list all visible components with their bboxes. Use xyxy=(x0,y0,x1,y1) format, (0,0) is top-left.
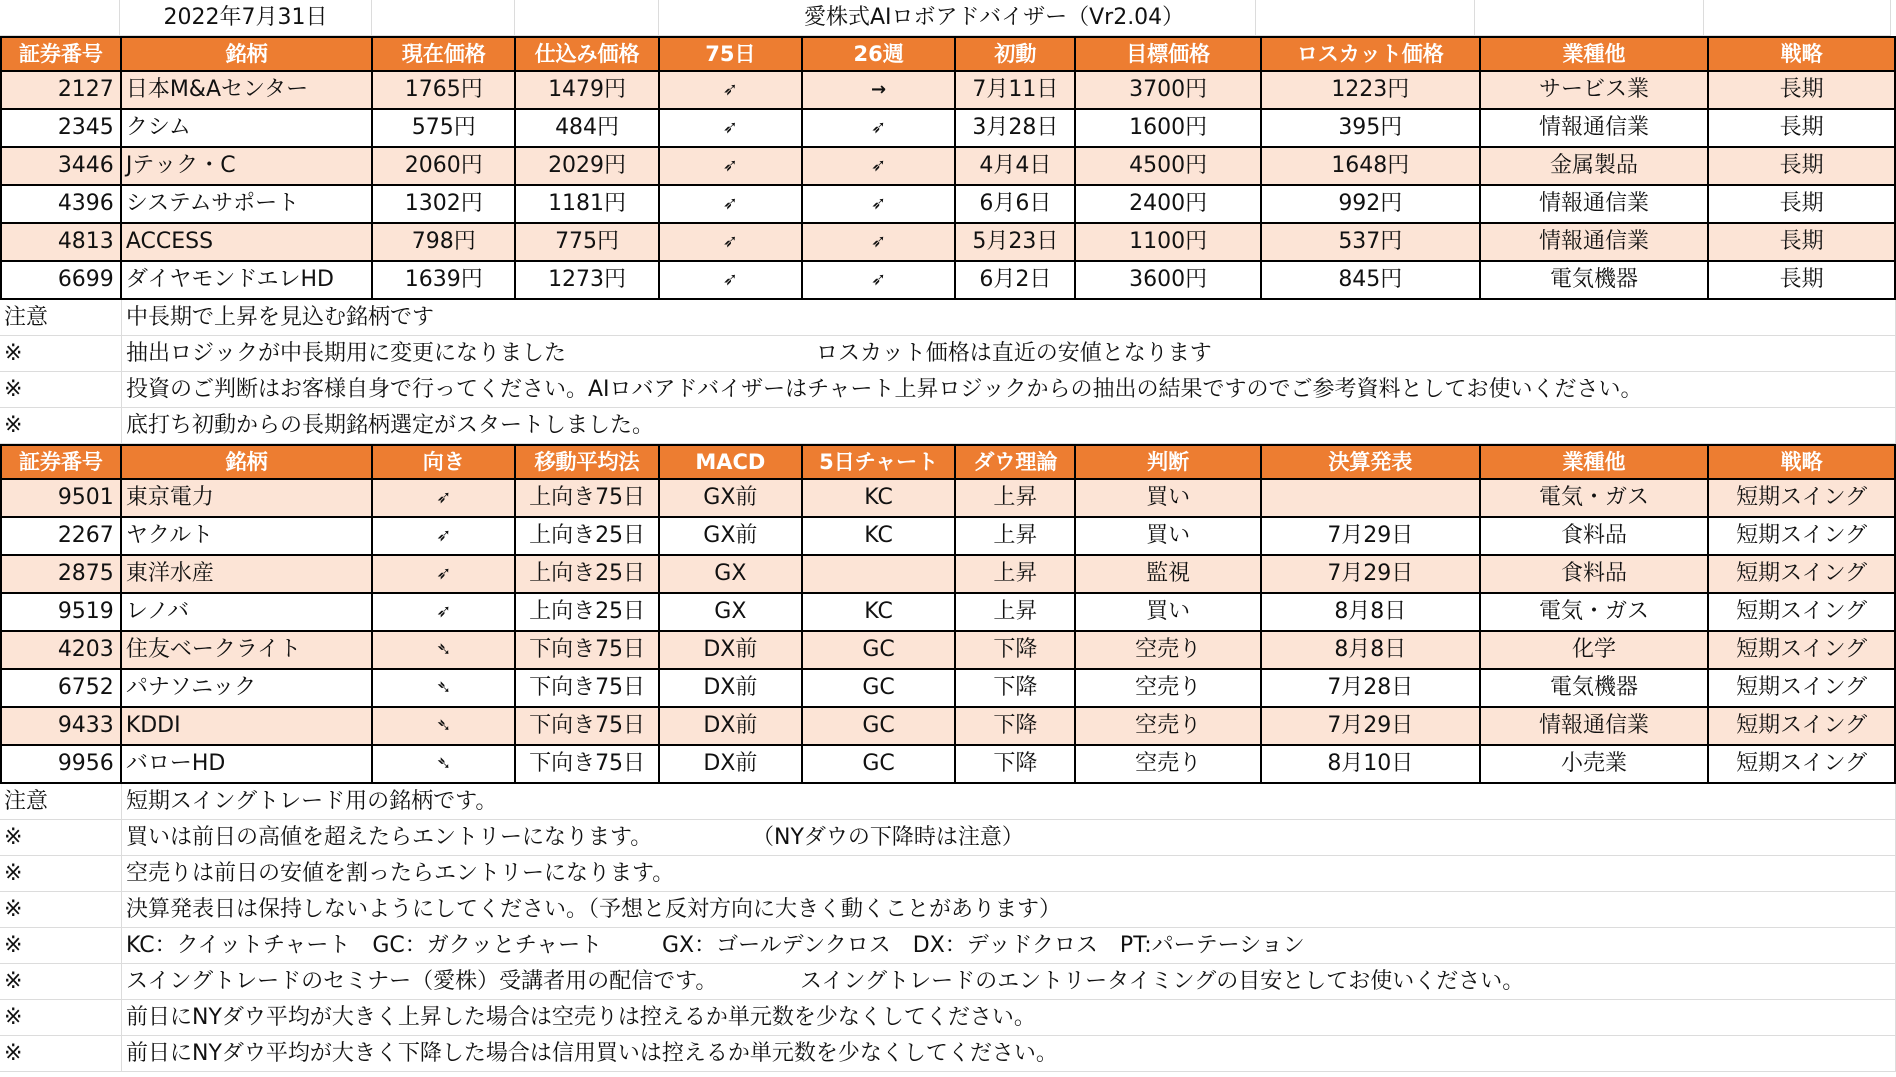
current-price[interactable]: 1302円 xyxy=(373,186,516,224)
direction[interactable] xyxy=(373,708,516,746)
sector[interactable]: 化学 xyxy=(1481,632,1710,670)
trend-26w[interactable] xyxy=(803,186,957,224)
direction[interactable] xyxy=(373,670,516,708)
earnings-date[interactable]: 7月29日 xyxy=(1262,518,1481,556)
note-row xyxy=(0,300,1896,336)
losscut-price[interactable]: 992円 xyxy=(1262,186,1481,224)
current-price[interactable]: 1765円 xyxy=(373,72,516,110)
initial-move-date[interactable]: 5月23日 xyxy=(956,224,1076,262)
arrow-up-icon: ➶ xyxy=(436,601,452,622)
column-header[interactable]: ダウ理論 xyxy=(956,444,1076,480)
trend-75d[interactable] xyxy=(660,186,803,224)
trend-26w[interactable] xyxy=(803,72,957,110)
direction[interactable] xyxy=(373,556,516,594)
dow-theory[interactable]: 下降 xyxy=(956,746,1076,784)
note-text: 買いは前日の高値を超えたらエントリーになります。 xyxy=(126,824,653,850)
chart-5day[interactable]: GC xyxy=(803,746,957,784)
note-text: 底打ち初動からの長期銘柄選定がスタートしました。 xyxy=(126,412,655,438)
dow-theory[interactable]: 下降 xyxy=(956,670,1076,708)
target-price[interactable]: 4500円 xyxy=(1076,148,1262,186)
losscut-price[interactable]: 845円 xyxy=(1262,262,1481,300)
direction[interactable] xyxy=(373,594,516,632)
strategy[interactable]: 短期スイング xyxy=(1709,480,1896,518)
note-extra-text: ロスカット価格は直近の安値となります xyxy=(816,340,1212,366)
note-mark[interactable]: ※ xyxy=(0,372,122,408)
table-row xyxy=(0,594,1896,632)
arrow-up-icon: ➶ xyxy=(436,563,452,584)
trend-75d[interactable] xyxy=(660,148,803,186)
stock-name[interactable]: 東京電力 xyxy=(122,480,374,518)
note-mark[interactable]: ※ xyxy=(0,928,122,964)
note-cell[interactable] xyxy=(122,1036,1896,1072)
cell-empty[interactable] xyxy=(1704,0,1891,36)
note-text: 投資のご判断はお客様自身で行ってください。AIロバアドバイザーはチャート上昇ロジックからの抽出の結果ですのでご参考資料としてお使いください。 xyxy=(126,376,1643,402)
arrow-up-icon: ➶ xyxy=(722,117,738,138)
sector[interactable]: 電気機器 xyxy=(1481,262,1710,300)
note-cell[interactable] xyxy=(122,408,1896,444)
note-row xyxy=(0,856,1896,892)
strategy[interactable]: 短期スイング xyxy=(1709,746,1896,784)
note-row xyxy=(0,928,1896,964)
earnings-date[interactable]: 7月28日 xyxy=(1262,670,1481,708)
judgement[interactable]: 空売り xyxy=(1076,632,1262,670)
note-text: KC：クイットチャート GC：ガクッとチャート xyxy=(126,932,603,958)
arrow-up-icon: ➶ xyxy=(871,117,887,138)
sector[interactable]: 情報通信業 xyxy=(1481,110,1710,148)
target-price[interactable]: 2400円 xyxy=(1076,186,1262,224)
table-row xyxy=(0,186,1896,224)
note-cell[interactable] xyxy=(122,928,1896,964)
strategy[interactable]: 短期スイング xyxy=(1709,594,1896,632)
note-text: スイングトレードのセミナー（愛株）受講者用の配信です。 xyxy=(126,968,718,994)
dow-theory[interactable]: 上昇 xyxy=(956,594,1076,632)
cell-empty[interactable] xyxy=(372,0,515,36)
earnings-date[interactable]: 8月8日 xyxy=(1262,594,1481,632)
arrow-up-icon: ➶ xyxy=(722,79,738,100)
current-price[interactable]: 575円 xyxy=(373,110,516,148)
note-row xyxy=(0,892,1896,928)
cell-empty[interactable] xyxy=(0,0,120,36)
note-extra-text: スイングトレードのエントリータイミングの目安としてお使いください。 xyxy=(800,968,1525,994)
judgement[interactable]: 空売り xyxy=(1076,746,1262,784)
sector[interactable]: 情報通信業 xyxy=(1481,224,1710,262)
macd[interactable]: DX前 xyxy=(660,670,803,708)
report-title: 愛株式AIロボアドバイザー（Vr2.04） xyxy=(804,4,1185,30)
stock-code[interactable]: 2875 xyxy=(0,556,122,594)
column-header[interactable]: 目標価格 xyxy=(1076,36,1262,72)
column-header[interactable]: 26週 xyxy=(803,36,957,72)
note-cell[interactable] xyxy=(122,820,1896,856)
target-price[interactable]: 1100円 xyxy=(1076,224,1262,262)
table-row xyxy=(0,148,1896,186)
moving-average[interactable]: 下向き75日 xyxy=(516,632,660,670)
direction[interactable] xyxy=(373,632,516,670)
earnings-date[interactable]: 7月29日 xyxy=(1262,708,1481,746)
note-mark[interactable]: ※ xyxy=(0,1000,122,1036)
entry-price[interactable]: 1479円 xyxy=(516,72,660,110)
trend-75d[interactable] xyxy=(660,262,803,300)
judgement[interactable]: 買い xyxy=(1076,518,1262,556)
table-row xyxy=(0,224,1896,262)
stock-code[interactable]: 9501 xyxy=(0,480,122,518)
judgement[interactable]: 空売り xyxy=(1076,708,1262,746)
cell-empty[interactable] xyxy=(1475,0,1704,36)
judgement[interactable]: 買い xyxy=(1076,480,1262,518)
entry-price[interactable]: 484円 xyxy=(516,110,660,148)
current-price[interactable]: 2060円 xyxy=(373,148,516,186)
note-mark[interactable]: 注意 xyxy=(0,300,122,336)
trend-75d[interactable] xyxy=(660,110,803,148)
note-text: 前日にNYダウ平均が大きく上昇した場合は空売りは控えるか単元数を少なくしてください。 xyxy=(126,1004,1036,1030)
sector[interactable]: 食料品 xyxy=(1481,556,1710,594)
note-extra-text: （NYダウの下降時は注意） xyxy=(752,824,1024,850)
notes2 xyxy=(0,784,1896,1072)
note-mark[interactable]: ※ xyxy=(0,892,122,928)
cell-empty[interactable] xyxy=(515,0,659,36)
dow-theory[interactable]: 上昇 xyxy=(956,556,1076,594)
table-row xyxy=(0,708,1896,746)
initial-move-date[interactable]: 6月2日 xyxy=(956,262,1076,300)
note-cell[interactable] xyxy=(122,964,1896,1000)
note-text: 前日にNYダウ平均が大きく下降した場合は信用買いは控えるか単元数を少なくしてください。 xyxy=(126,1040,1058,1066)
column-header[interactable]: 業種他 xyxy=(1481,36,1710,72)
note-row xyxy=(0,1000,1896,1036)
current-price[interactable]: 798円 xyxy=(373,224,516,262)
dow-theory[interactable]: 上昇 xyxy=(956,518,1076,556)
table-row xyxy=(0,518,1896,556)
moving-average[interactable]: 下向き75日 xyxy=(516,746,660,784)
note-mark[interactable]: ※ xyxy=(0,856,122,892)
column-header[interactable]: 判断 xyxy=(1076,444,1262,480)
target-price[interactable]: 3600円 xyxy=(1076,262,1262,300)
strategy[interactable]: 長期 xyxy=(1709,262,1896,300)
arrow-up-icon: ➶ xyxy=(722,231,738,252)
sector[interactable]: 小売業 xyxy=(1481,746,1710,784)
column-header[interactable]: 銘柄 xyxy=(122,444,374,480)
note-text: 短期スイングトレード用の銘柄です。 xyxy=(126,788,498,814)
macd[interactable]: GX xyxy=(660,594,803,632)
earnings-date[interactable] xyxy=(1262,480,1481,518)
stock-name[interactable]: 住友ベークライト xyxy=(122,632,374,670)
arrow-up-icon: ➶ xyxy=(871,155,887,176)
direction[interactable] xyxy=(373,746,516,784)
note-text: 決算発表日は保持しないようにしてください。（予想と反対方向に大きく動くことがあります） xyxy=(126,896,1062,922)
column-header[interactable]: ロスカット価格 xyxy=(1262,36,1481,72)
note-row xyxy=(0,372,1896,408)
column-header[interactable]: 決算発表 xyxy=(1262,444,1481,480)
moving-average[interactable]: 下向き75日 xyxy=(516,708,660,746)
initial-move-date[interactable]: 6月6日 xyxy=(956,186,1076,224)
table-row xyxy=(0,556,1896,594)
dow-theory[interactable]: 下降 xyxy=(956,708,1076,746)
column-header[interactable]: 仕込み価格 xyxy=(516,36,660,72)
stock-code[interactable]: 2267 xyxy=(0,518,122,556)
arrow-up-icon: ➶ xyxy=(871,193,887,214)
column-header[interactable]: 5日チャート xyxy=(803,444,957,480)
strategy[interactable]: 短期スイング xyxy=(1709,670,1896,708)
target-price[interactable]: 3700円 xyxy=(1076,72,1262,110)
note-row xyxy=(0,784,1896,820)
stock-name[interactable]: Jテック・C xyxy=(122,148,374,186)
note-text: 中長期で上昇を見込む銘柄です xyxy=(126,304,435,330)
losscut-price[interactable]: 1223円 xyxy=(1262,72,1481,110)
trend-26w[interactable] xyxy=(803,224,957,262)
trend-26w[interactable] xyxy=(803,110,957,148)
report-title-cell[interactable] xyxy=(659,0,1256,36)
direction[interactable] xyxy=(373,518,516,556)
note-mark[interactable]: ※ xyxy=(0,336,122,372)
macd[interactable]: DX前 xyxy=(660,746,803,784)
chart-5day[interactable]: GC xyxy=(803,670,957,708)
macd[interactable]: DX前 xyxy=(660,632,803,670)
arrow-right-icon: → xyxy=(871,79,887,100)
losscut-price[interactable]: 395円 xyxy=(1262,110,1481,148)
arrow-up-icon: ➶ xyxy=(722,193,738,214)
strategy[interactable]: 長期 xyxy=(1709,148,1896,186)
stock-name[interactable]: バローHD xyxy=(122,746,374,784)
stock-name[interactable]: レノバ xyxy=(122,594,374,632)
table2-body xyxy=(0,480,1896,784)
stock-name[interactable]: パナソニック xyxy=(122,670,374,708)
note-cell[interactable] xyxy=(122,1000,1896,1036)
column-header[interactable]: 戦略 xyxy=(1709,444,1896,480)
chart-5day[interactable]: GC xyxy=(803,708,957,746)
stock-name[interactable]: KDDI xyxy=(122,708,374,746)
stock-code[interactable]: 6752 xyxy=(0,670,122,708)
arrow-down-icon: ➴ xyxy=(436,753,452,774)
sector[interactable]: 食料品 xyxy=(1481,518,1710,556)
entry-price[interactable]: 1273円 xyxy=(516,262,660,300)
strategy[interactable]: 短期スイング xyxy=(1709,518,1896,556)
stock-name[interactable]: システムサポート xyxy=(122,186,374,224)
table1-body xyxy=(0,72,1896,300)
column-header[interactable]: 業種他 xyxy=(1481,444,1710,480)
column-header[interactable]: 初動 xyxy=(956,36,1076,72)
table-row xyxy=(0,632,1896,670)
judgement[interactable]: 空売り xyxy=(1076,670,1262,708)
note-row xyxy=(0,820,1896,856)
table-row xyxy=(0,110,1896,148)
stock-name[interactable]: ACCESS xyxy=(122,224,374,262)
losscut-price[interactable]: 1648円 xyxy=(1262,148,1481,186)
arrow-up-icon: ➶ xyxy=(436,487,452,508)
initial-move-date[interactable]: 3月28日 xyxy=(956,110,1076,148)
stock-name[interactable]: ヤクルト xyxy=(122,518,374,556)
macd[interactable]: GX前 xyxy=(660,480,803,518)
chart-5day[interactable]: GC xyxy=(803,632,957,670)
note-mark[interactable]: ※ xyxy=(0,964,122,1000)
table-row xyxy=(0,72,1896,110)
stock-code[interactable]: 4203 xyxy=(0,632,122,670)
sector[interactable]: 電気・ガス xyxy=(1481,480,1710,518)
report-date[interactable]: 2022年7月31日 xyxy=(120,0,372,36)
column-header[interactable]: 75日 xyxy=(660,36,803,72)
cell-empty[interactable] xyxy=(1256,0,1475,36)
chart-5day[interactable]: KC xyxy=(803,518,957,556)
earnings-date[interactable]: 8月10日 xyxy=(1262,746,1481,784)
macd[interactable]: GX前 xyxy=(660,518,803,556)
entry-price[interactable]: 1181円 xyxy=(516,186,660,224)
stock-code[interactable]: 6699 xyxy=(0,262,122,300)
dow-theory[interactable]: 下降 xyxy=(956,632,1076,670)
note-text: 空売りは前日の安値を割ったらエントリーになります。 xyxy=(126,860,675,886)
column-header[interactable]: 移動平均法 xyxy=(516,444,660,480)
stock-name[interactable]: 日本M&Aセンター xyxy=(122,72,374,110)
sector[interactable]: サービス業 xyxy=(1481,72,1710,110)
moving-average[interactable]: 下向き75日 xyxy=(516,670,660,708)
strategy[interactable]: 短期スイング xyxy=(1709,632,1896,670)
note-row xyxy=(0,336,1896,372)
target-price[interactable]: 1600円 xyxy=(1076,110,1262,148)
stock-code[interactable]: 4396 xyxy=(0,186,122,224)
strategy[interactable]: 短期スイング xyxy=(1709,556,1896,594)
table-row xyxy=(0,670,1896,708)
column-header[interactable]: MACD xyxy=(660,444,803,480)
stock-code[interactable]: 9956 xyxy=(0,746,122,784)
chart-5day[interactable]: KC xyxy=(803,480,957,518)
stock-code[interactable]: 2345 xyxy=(0,110,122,148)
note-row xyxy=(0,964,1896,1000)
table-row xyxy=(0,262,1896,300)
note-row xyxy=(0,1036,1896,1072)
note-cell[interactable] xyxy=(122,372,1896,408)
earnings-date[interactable]: 8月8日 xyxy=(1262,632,1481,670)
stock-name[interactable]: ダイヤモンドエレHD xyxy=(122,262,374,300)
stock-name[interactable]: 東洋水産 xyxy=(122,556,374,594)
initial-move-date[interactable]: 7月11日 xyxy=(956,72,1076,110)
column-header[interactable]: 銘柄 xyxy=(122,36,374,72)
strategy[interactable]: 短期スイング xyxy=(1709,708,1896,746)
macd[interactable]: GX xyxy=(660,556,803,594)
title-row xyxy=(0,0,1896,36)
earnings-date[interactable]: 7月29日 xyxy=(1262,556,1481,594)
column-header[interactable]: 向き xyxy=(373,444,516,480)
note-cell[interactable] xyxy=(122,300,1896,336)
sector[interactable]: 情報通信業 xyxy=(1481,708,1710,746)
trend-26w[interactable] xyxy=(803,262,957,300)
table1-header xyxy=(0,36,1896,72)
note-text: 抽出ロジックが中長期用に変更になりました xyxy=(126,340,567,366)
trend-26w[interactable] xyxy=(803,148,957,186)
note-extra-text: GX：ゴールデンクロス DX：デッドクロス PT:パーテーション xyxy=(662,932,1305,958)
moving-average[interactable]: 上向き75日 xyxy=(516,480,660,518)
arrow-up-icon: ➶ xyxy=(722,155,738,176)
trend-75d[interactable] xyxy=(660,224,803,262)
table-row xyxy=(0,746,1896,784)
column-header[interactable]: 戦略 xyxy=(1709,36,1896,72)
arrow-up-icon: ➶ xyxy=(871,269,887,290)
stock-name[interactable]: クシム xyxy=(122,110,374,148)
column-header[interactable]: 現在価格 xyxy=(373,36,516,72)
sector[interactable]: 電気機器 xyxy=(1481,670,1710,708)
direction[interactable] xyxy=(373,480,516,518)
note-mark[interactable]: ※ xyxy=(0,820,122,856)
arrow-up-icon: ➶ xyxy=(871,231,887,252)
arrow-up-icon: ➶ xyxy=(722,269,738,290)
strategy[interactable]: 長期 xyxy=(1709,110,1896,148)
arrow-up-icon: ➶ xyxy=(436,525,452,546)
stock-code[interactable]: 9519 xyxy=(0,594,122,632)
macd[interactable]: DX前 xyxy=(660,708,803,746)
stock-code[interactable]: 2127 xyxy=(0,72,122,110)
note-row xyxy=(0,408,1896,444)
note-cell[interactable] xyxy=(122,856,1896,892)
notes1 xyxy=(0,300,1896,444)
table2-header xyxy=(0,444,1896,480)
note-cell[interactable] xyxy=(122,892,1896,928)
entry-price[interactable]: 775円 xyxy=(516,224,660,262)
chart-5day[interactable] xyxy=(803,556,957,594)
strategy[interactable]: 長期 xyxy=(1709,72,1896,110)
dow-theory[interactable]: 上昇 xyxy=(956,480,1076,518)
stock-code[interactable]: 9433 xyxy=(0,708,122,746)
moving-average[interactable]: 上向き25日 xyxy=(516,556,660,594)
sector[interactable]: 金属製品 xyxy=(1481,148,1710,186)
note-cell[interactable] xyxy=(122,336,1896,372)
note-mark[interactable]: ※ xyxy=(0,408,122,444)
sector[interactable]: 電気・ガス xyxy=(1481,594,1710,632)
chart-5day[interactable]: KC xyxy=(803,594,957,632)
stock-code[interactable]: 4813 xyxy=(0,224,122,262)
arrow-down-icon: ➴ xyxy=(436,639,452,660)
column-header[interactable]: 証券番号 xyxy=(0,444,122,480)
judgement[interactable]: 買い xyxy=(1076,594,1262,632)
trend-75d[interactable] xyxy=(660,72,803,110)
moving-average[interactable]: 上向き25日 xyxy=(516,518,660,556)
sector[interactable]: 情報通信業 xyxy=(1481,186,1710,224)
column-header[interactable]: 証券番号 xyxy=(0,36,122,72)
note-mark[interactable]: 注意 xyxy=(0,784,122,820)
moving-average[interactable]: 上向き25日 xyxy=(516,594,660,632)
table-row xyxy=(0,480,1896,518)
entry-price[interactable]: 2029円 xyxy=(516,148,660,186)
note-mark[interactable]: ※ xyxy=(0,1036,122,1072)
arrow-down-icon: ➴ xyxy=(436,715,452,736)
stock-code[interactable]: 3446 xyxy=(0,148,122,186)
judgement[interactable]: 監視 xyxy=(1076,556,1262,594)
note-cell[interactable] xyxy=(122,784,1896,820)
current-price[interactable]: 1639円 xyxy=(373,262,516,300)
arrow-down-icon: ➴ xyxy=(436,677,452,698)
initial-move-date[interactable]: 4月4日 xyxy=(956,148,1076,186)
strategy[interactable]: 長期 xyxy=(1709,186,1896,224)
strategy[interactable]: 長期 xyxy=(1709,224,1896,262)
losscut-price[interactable]: 537円 xyxy=(1262,224,1481,262)
